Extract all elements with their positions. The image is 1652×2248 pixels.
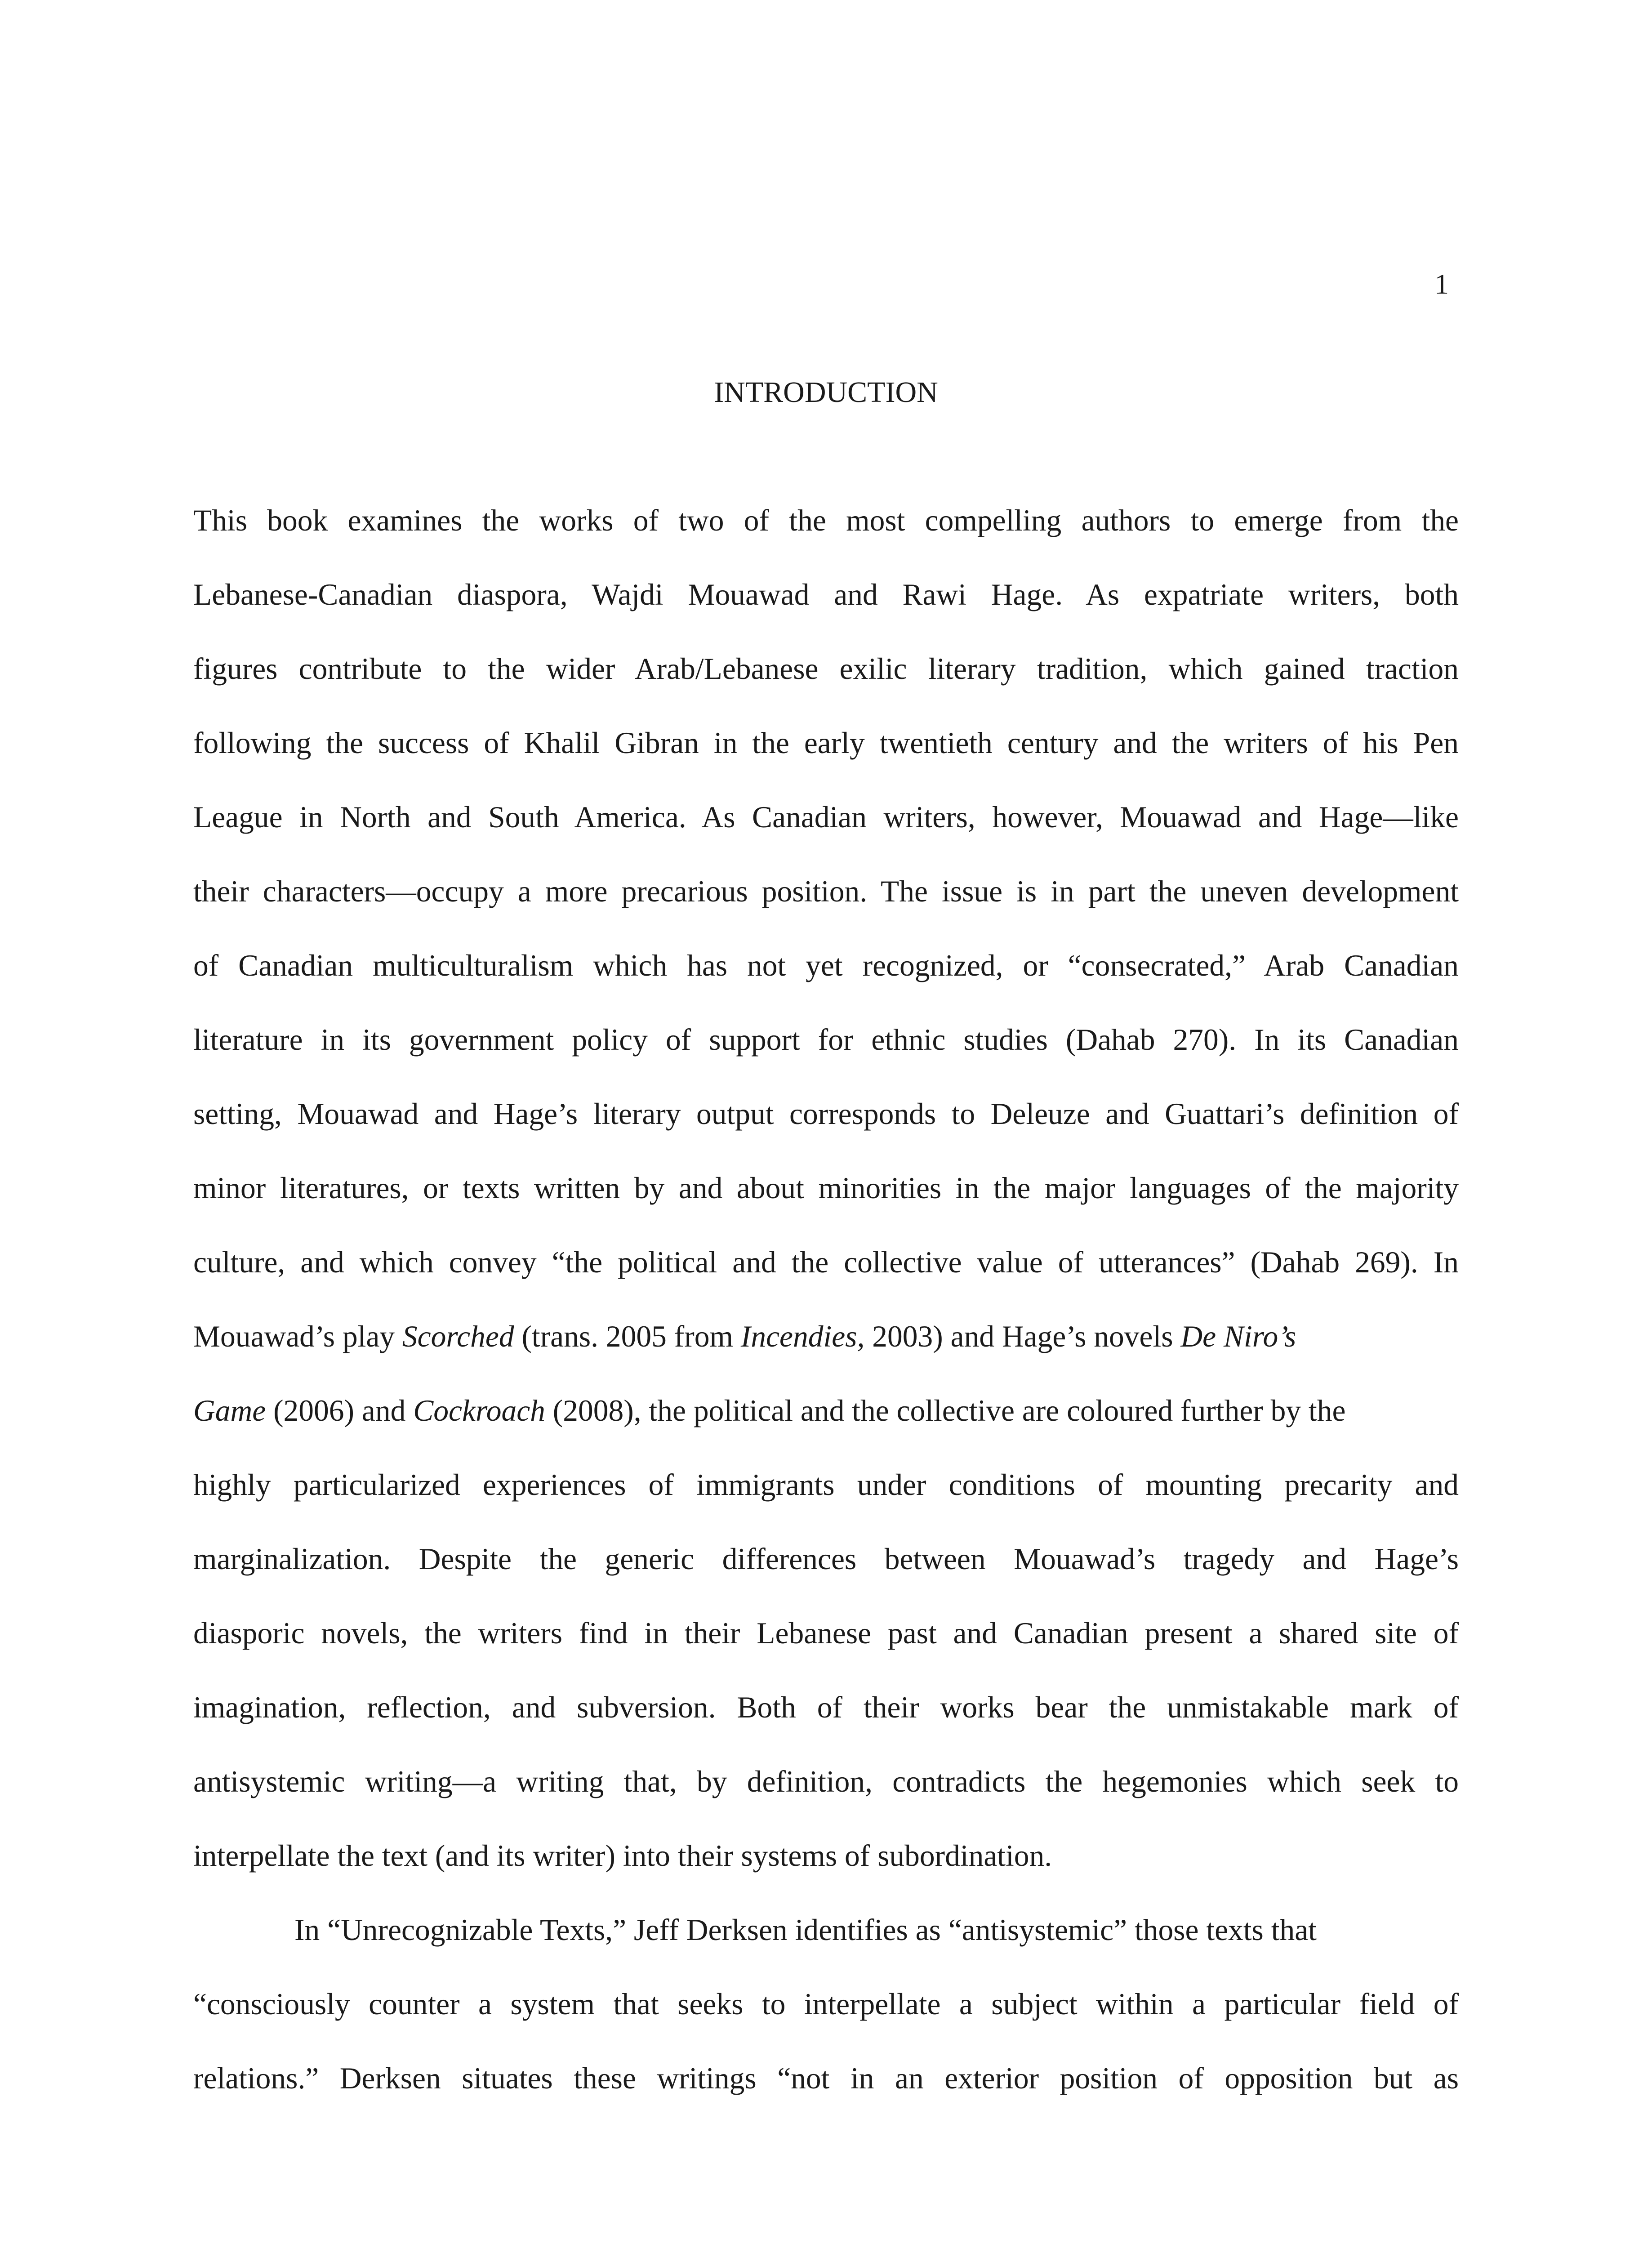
text-run: Mouawad’s play bbox=[193, 1320, 402, 1353]
text-run: (2008), the political and the collective are coloured further by the bbox=[545, 1394, 1346, 1427]
text-line: their characters—occupy a more precarious position. The issue is in part the uneven development bbox=[193, 874, 1459, 908]
text-line bbox=[193, 1374, 1459, 1448]
text-line: minor literatures, or texts written by and about minorities in the major languages of the majority bbox=[193, 1171, 1459, 1205]
text-line: League in North and South America. As Canadian writers, however, Mouawad and Hage—like bbox=[193, 800, 1459, 834]
text-line: figures contribute to the wider Arab/Lebanese exilic literary tradition, which gained traction bbox=[193, 652, 1459, 686]
text-line: marginalization. Despite the generic differences between Mouawad’s tragedy and Hage’s bbox=[193, 1542, 1459, 1576]
italic-title: De Niro’s bbox=[1180, 1320, 1296, 1353]
text-line: diasporic novels, the writers find in their Lebanese past and Canadian present a shared site of bbox=[193, 1616, 1459, 1650]
text-line: antisystemic writing—a writing that, by definition, contradicts the hegemonies which seek to bbox=[193, 1765, 1459, 1798]
text-line: “consciously counter a system that seeks to interpellate a subject within a particular field of bbox=[193, 1987, 1459, 2021]
italic-title: Scorched bbox=[402, 1320, 514, 1353]
text-line: highly particularized experiences of immigrants under conditions of mounting precarity and bbox=[193, 1468, 1459, 1502]
text-line: This book examines the works of two of the most compelling authors to emerge from the bbox=[193, 504, 1459, 537]
text-line: culture, and which convey “the political and the collective value of utterances” (Dahab 269). In bbox=[193, 1245, 1459, 1279]
text-line: literature in its government policy of support for ethnic studies (Dahab 270). In its Canadian bbox=[193, 1023, 1459, 1057]
italic-title: Cockroach bbox=[413, 1394, 545, 1427]
chapter-heading: INTRODUCTION bbox=[714, 376, 938, 409]
body-text bbox=[193, 483, 1459, 2115]
text-line: setting, Mouawad and Hage’s literary output corresponds to Deleuze and Guattari’s definition of bbox=[193, 1097, 1459, 1131]
text-run: (trans. 2005 from bbox=[514, 1320, 741, 1353]
text-line: imagination, reflection, and subversion. Both of their works bear the unmistakable mark of bbox=[193, 1690, 1459, 1724]
text-line: following the success of Khalil Gibran in the early twentieth century and the writers of his Pen bbox=[193, 726, 1459, 760]
italic-title: Game bbox=[193, 1394, 266, 1427]
page-number: 1 bbox=[1434, 268, 1449, 300]
text-line: of Canadian multiculturalism which has not yet recognized, or “consecrated,” Arab Canadian bbox=[193, 949, 1459, 982]
italic-title: Incendies, bbox=[740, 1320, 865, 1353]
text-line: Lebanese-Canadian diaspora, Wajdi Mouawad and Rawi Hage. As expatriate writers, both bbox=[193, 578, 1459, 611]
text-line: In “Unrecognizable Texts,” Jeff Derksen identifies as “antisystemic” those texts that bbox=[294, 1913, 1317, 1947]
text-line bbox=[193, 1299, 1459, 1374]
text-run: (2006) and bbox=[266, 1394, 414, 1427]
text-line: interpellate the text (and its writer) into their systems of subordination. bbox=[193, 1839, 1052, 1873]
text-run: 2003) and Hage’s novels bbox=[864, 1320, 1181, 1353]
text-line: relations.” Derksen situates these writings “not in an exterior position of opposition but as bbox=[193, 2061, 1459, 2095]
